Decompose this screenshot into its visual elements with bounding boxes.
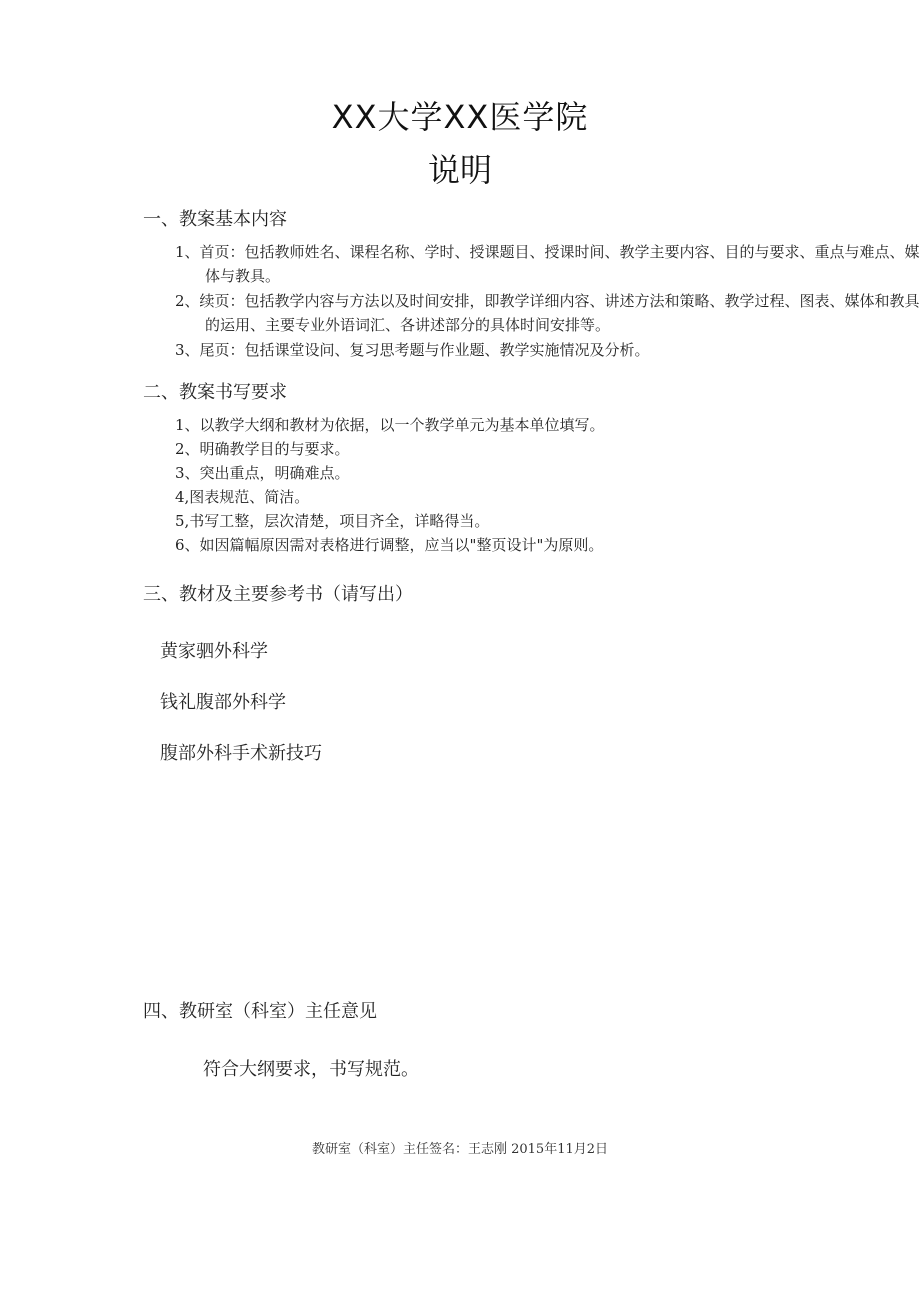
section2-item-3: 3、突出重点，明确难点。 (175, 464, 350, 482)
section1-item-2: 2、续页：包括教学内容与方法以及时间安排，即教学详细内容、讲述方法和策略、教学过程、图表、媒体和教具的运用、主要专业外语词汇、各讲述部分的具体时间安排等。 (175, 292, 920, 334)
reference-book-1: 黄家驷外科学 (160, 641, 268, 662)
director-signature-line: 教研室（科室）主任签名：王志刚 2015年11月2日 (311, 1142, 609, 1157)
reference-book-2: 钱礼腹部外科学 (160, 692, 286, 713)
section4-heading: 四、教研室（科室）主任意见 (143, 1001, 377, 1022)
section1-heading: 一、教案基本内容 (143, 209, 287, 230)
director-opinion: 符合大纲要求，书写规范。 (203, 1059, 419, 1080)
section2-item-5: 5,书写工整，层次清楚，项目齐全，详略得当。 (175, 512, 490, 530)
section2-item-1: 1、以教学大纲和教材为依据，以一个教学单元为基本单位填写。 (175, 416, 605, 434)
section2-heading: 二、教案书写要求 (143, 382, 287, 403)
section2-item-6: 6、如因篇幅原因需对表格进行调整，应当以"整页设计"为原则。 (175, 536, 604, 554)
reference-book-3: 腹部外科手术新技巧 (160, 743, 322, 764)
document-subtitle: 说明 (427, 151, 492, 189)
section1-item-1: 1、首页：包括教师姓名、课程名称、学时、授课题目、授课时间、教学主要内容、目的与要求、重点与难点、媒体与教具。 (175, 243, 920, 285)
section1-item-3: 3、尾页：包括课堂设问、复习思考题与作业题、教学实施情况及分析。 (175, 341, 650, 359)
section2-item-2: 2、明确教学目的与要求。 (175, 440, 350, 458)
section2-item-4: 4,图表规范、简洁。 (175, 488, 310, 506)
section3-heading: 三、教材及主要参考书（请写出） (143, 584, 413, 605)
document-title: XX大学XX医学院 (331, 98, 589, 136)
